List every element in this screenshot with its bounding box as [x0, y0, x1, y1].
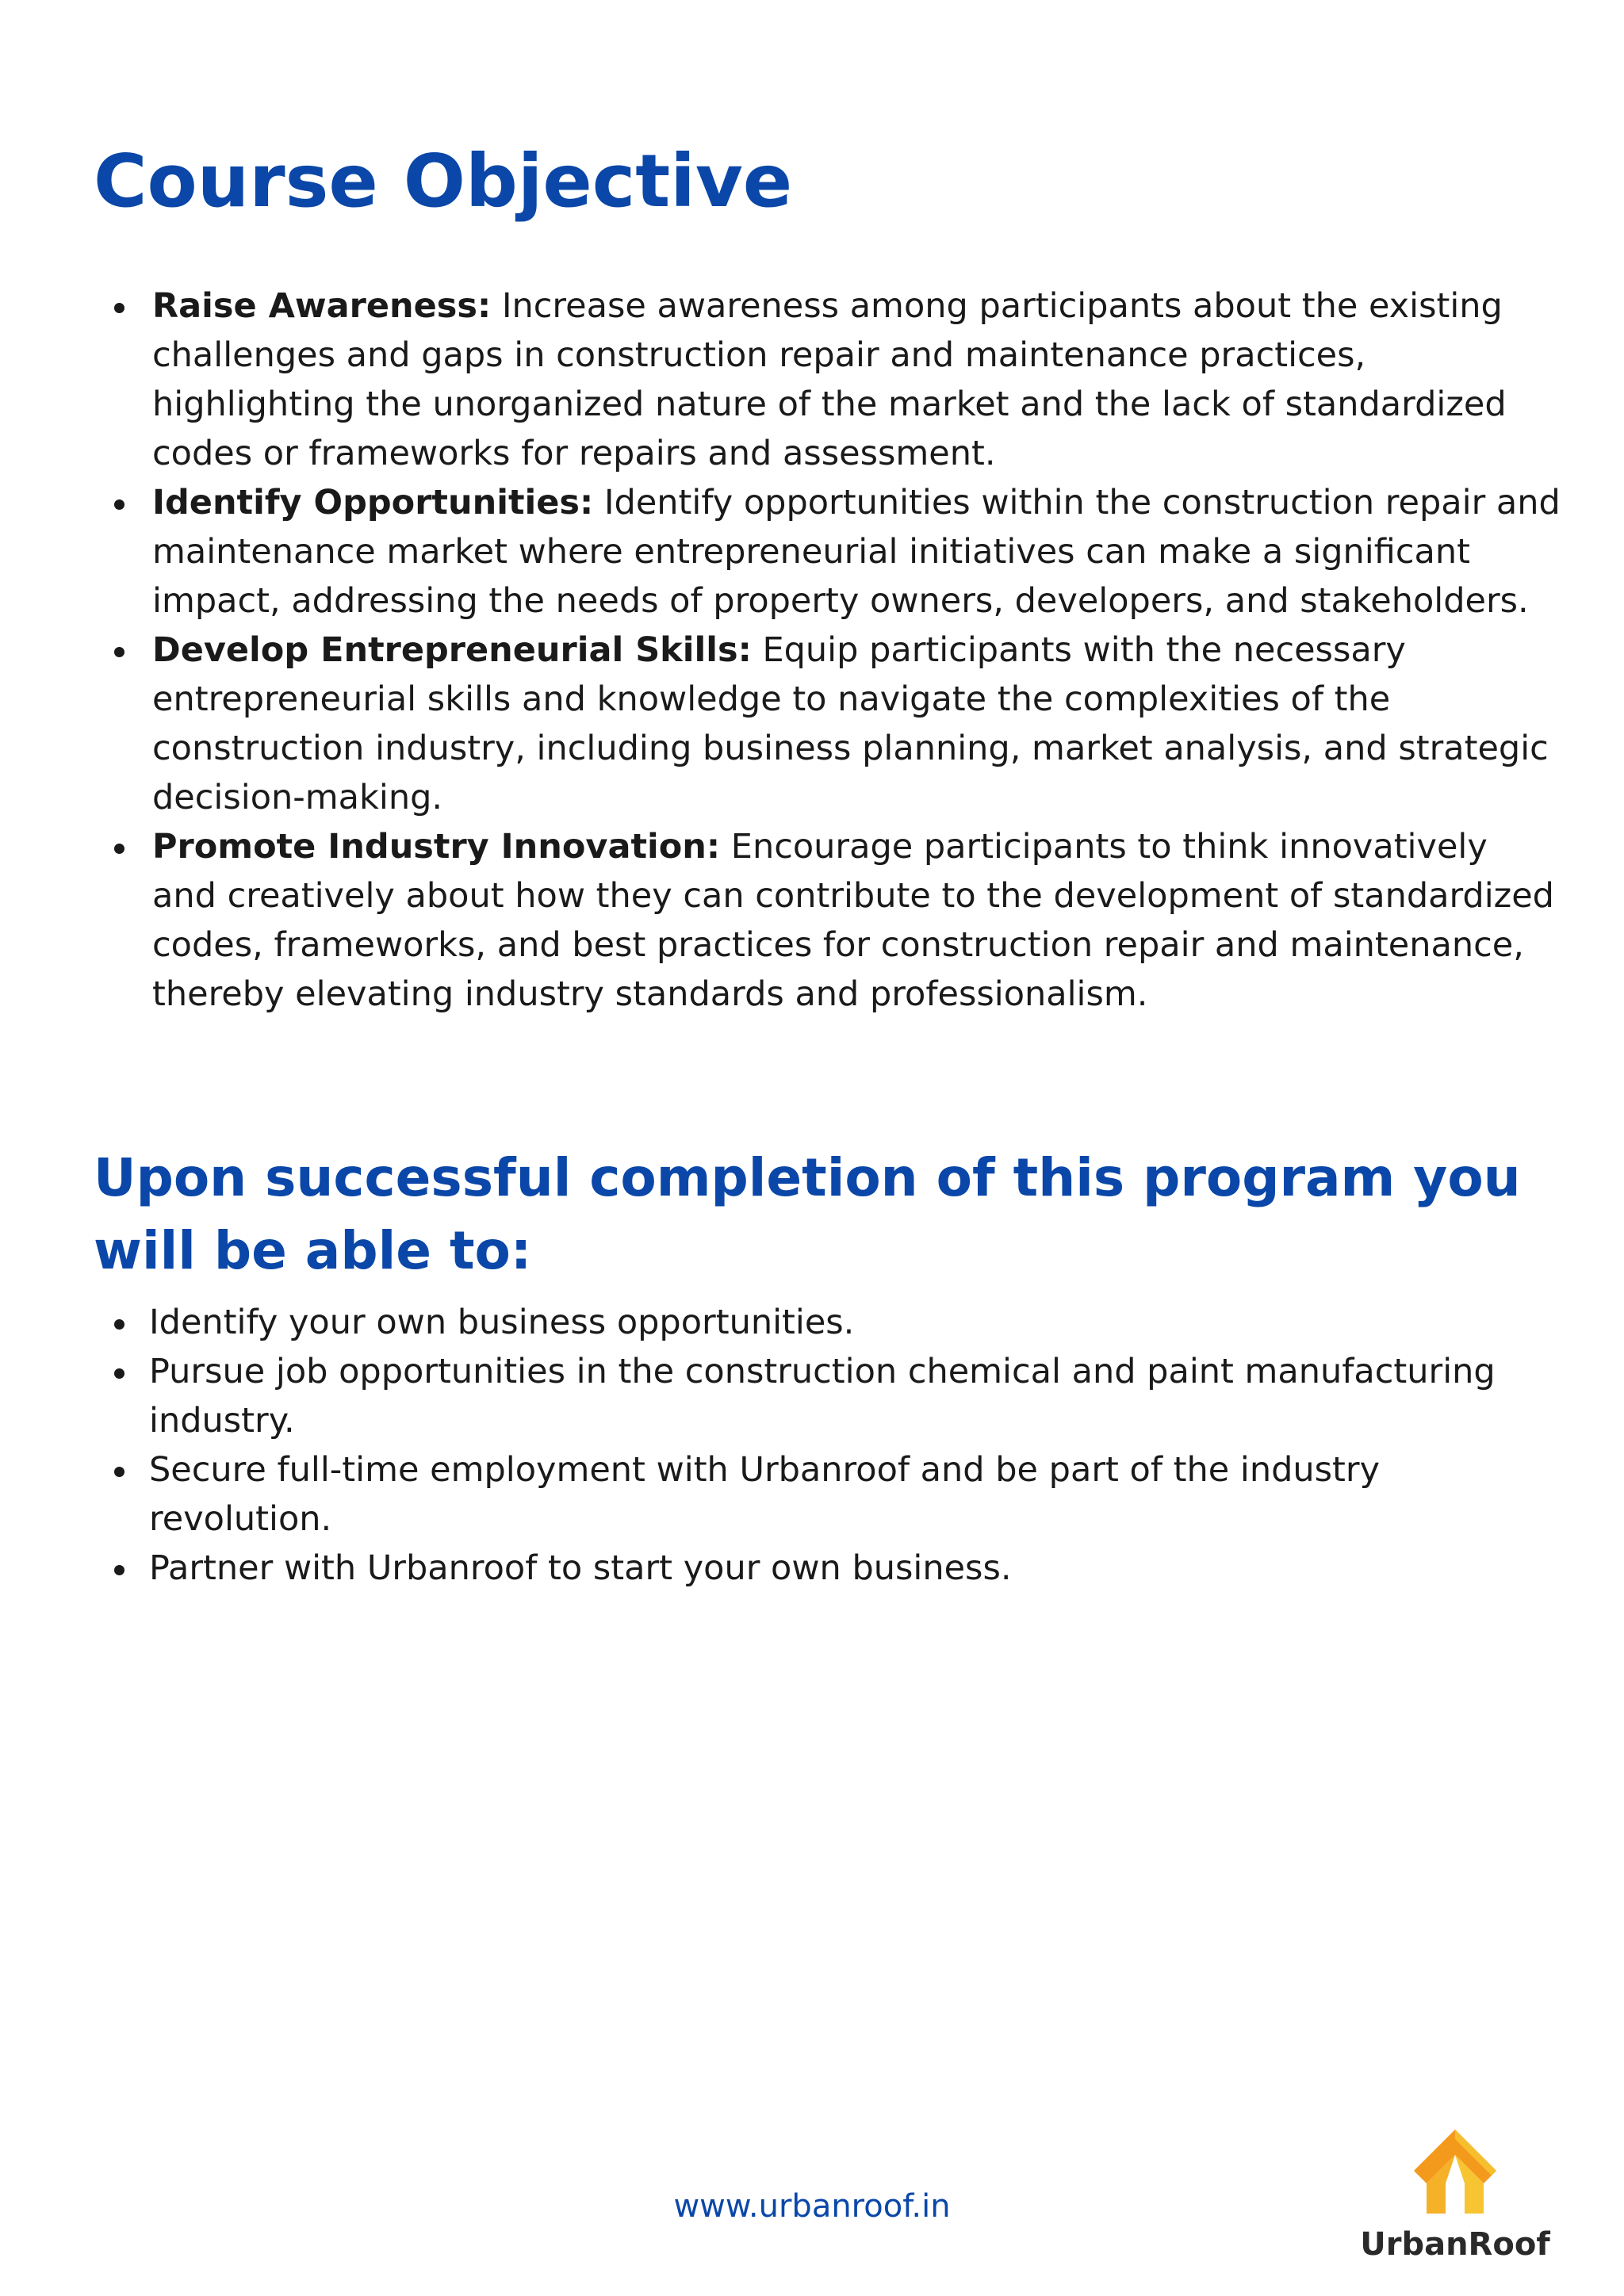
objective-label: Identify Opportunities: — [152, 483, 594, 522]
list-item: Identify your own business opportunities. — [111, 1298, 1522, 1347]
urbanroof-logo-icon — [1408, 2125, 1503, 2220]
objective-text: Increase awareness among participants about the existing challenges and gaps in construction repair and maintenance practices, highlighting the unorganized nature of the market and the lack of standardized codes or frameworks for repairs and assessment. — [152, 286, 1507, 473]
objective-label: Raise Awareness: — [152, 286, 492, 326]
list-item: Secure full-time employment with Urbanroof and be part of the industry revolution. — [111, 1445, 1522, 1544]
list-item — [111, 626, 1562, 822]
list-item — [111, 281, 1562, 478]
objective-label: Promote Industry Innovation: — [152, 827, 721, 867]
objective-text: Identify opportunities within the construction repair and maintenance market where entrepreneurial initiatives can make a significant impact, addressing the needs of property owners, developers, and stakeholders. — [152, 483, 1561, 621]
objective-label: Develop Entrepreneurial Skills: — [152, 630, 752, 670]
urbanroof-logo — [1360, 2125, 1550, 2267]
objectives-list — [111, 281, 1562, 1019]
objective-text: Equip participants with the necessary entrepreneurial skills and knowledge to navigate the complexities of the construction industry, including business planning, market analysis, and strategic decision-making. — [152, 630, 1549, 817]
list-item — [111, 822, 1562, 1019]
outcomes-heading: Upon successful completion of this program you will be able to: — [94, 1147, 1521, 1281]
list-item — [111, 478, 1562, 626]
list-item: Pursue job opportunities in the construction chemical and paint manufacturing industry. — [111, 1347, 1522, 1445]
outcomes-list — [111, 1298, 1522, 1593]
objective-text: Encourage participants to think innovatively and creatively about how they can contribute to the development of standardized codes, frameworks, and best practices for construction repair and maintenance, thereby elevating industry standards and professionalism. — [152, 827, 1554, 1014]
logo-wordmark: UrbanRoof — [1360, 2226, 1550, 2263]
page-title: Course Objective — [94, 139, 793, 224]
list-item: Partner with Urbanroof to start your own business. — [111, 1544, 1522, 1593]
website-link[interactable]: www.urbanroof.in — [673, 2188, 951, 2225]
